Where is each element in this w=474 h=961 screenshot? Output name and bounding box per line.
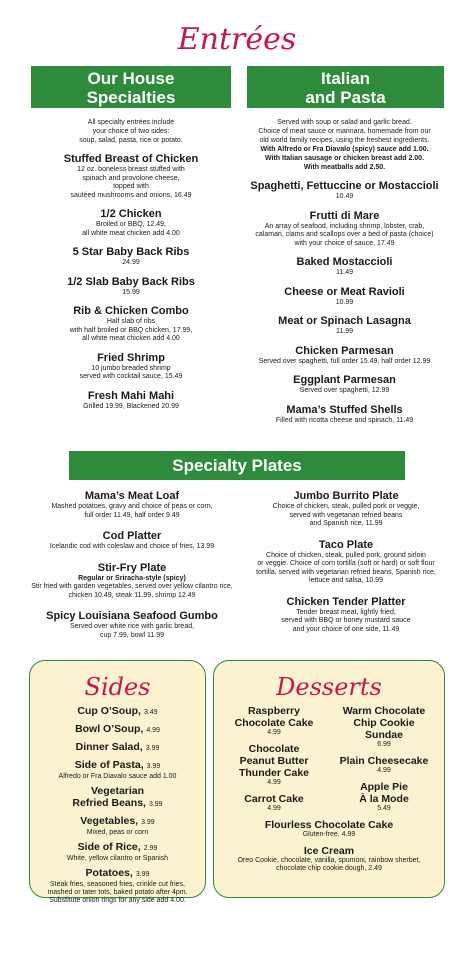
item-desc: served with BBQ or honey mustard sauce xyxy=(281,617,411,624)
menu-item xyxy=(31,390,231,412)
italian-pasta-list xyxy=(237,118,452,433)
dessert-price: 4.99 xyxy=(267,779,281,786)
side-desc: Steak fries, seasoned fries, crinkle cut fries, xyxy=(50,881,185,888)
item-desc: 10.49 xyxy=(335,193,354,200)
italian-intro xyxy=(237,118,452,172)
item-name: Chicken Tender Platter xyxy=(286,595,406,608)
side-item xyxy=(30,741,205,755)
item-desc: Mashed potatoes, gravy and choice of peas or corn, xyxy=(51,503,213,510)
dessert-item xyxy=(222,845,436,873)
item-desc: all white meat chicken add 4.00 xyxy=(82,335,180,342)
house-intro xyxy=(31,118,231,145)
dessert-name: Plain Cheesecake xyxy=(339,755,429,767)
menu-item xyxy=(31,246,231,268)
dessert-price: 4.99 xyxy=(267,729,281,736)
menu-item xyxy=(31,153,231,200)
dessert-price: 4.99 xyxy=(377,767,391,774)
menu-item xyxy=(237,286,452,308)
item-desc: served with vegetarian refried beans xyxy=(289,511,403,519)
dessert-name: Carrot Cake xyxy=(244,793,304,805)
side-name: Side of Pasta, xyxy=(74,759,144,771)
item-desc: Choice of chicken, steak, pulled pork, ground sirloin xyxy=(266,551,426,559)
side-price: 3.99 xyxy=(135,871,150,878)
side-name: Vegetarian xyxy=(90,785,145,797)
item-desc: Choice of chicken, steak, pulled pork or veggie, xyxy=(272,503,420,510)
side-desc: Mixed, peas or corn xyxy=(86,829,149,836)
side-desc: mashed or tater tots, baked potato after 4pm. xyxy=(47,889,188,896)
item-desc: tortilla, served with vegetarian refried beans, Spanish rice, xyxy=(256,568,436,576)
side-name: Dinner Salad, xyxy=(75,741,143,753)
menu-item xyxy=(237,315,452,337)
side-desc: White, yellow cilantro or Spanish xyxy=(66,855,169,862)
dessert-item xyxy=(222,705,326,737)
intro-line: Choice of meat sauce or marinara, homemade from our xyxy=(258,128,431,135)
item-desc: spinach and provolone cheese, xyxy=(82,174,180,182)
side-name-row xyxy=(30,705,205,719)
item-desc: or veggie. Choice of corn tortilla (soft or hard) or soft flour xyxy=(257,560,435,567)
side-name xyxy=(30,797,205,811)
side-price: 2.99 xyxy=(143,845,158,852)
item-desc: 10 jumbo breaded shrimp xyxy=(91,364,171,372)
intro-line: your choice of two sides: xyxy=(92,128,170,135)
side-item xyxy=(30,785,205,811)
desserts-title: Desserts xyxy=(276,673,382,701)
item-desc: 24.99 xyxy=(122,259,140,266)
item-name: Meat or Spinach Lasagna xyxy=(278,315,411,327)
item-desc: served with cocktail sauce, 15.49 xyxy=(79,373,183,380)
dessert-name: Thunder Cake xyxy=(238,767,309,779)
dessert-name: Warm Chocolate xyxy=(342,705,426,717)
specialty-left-list xyxy=(22,490,242,650)
menu-item xyxy=(237,374,452,396)
menu-item xyxy=(237,256,452,278)
item-desc: Filled with ricotta cheese and spinach, 11.49 xyxy=(275,416,414,424)
dessert-name: Apple Pie xyxy=(360,781,408,793)
item-name: Baked Mostaccioli xyxy=(296,256,393,268)
side-name: Vegetables, xyxy=(80,815,139,827)
item-name: Spicy Louisiana Seafood Gumbo xyxy=(46,610,218,622)
item-name: Fresh Mahi Mahi xyxy=(87,389,175,402)
item-desc: full order 11.49, half order 9.49 xyxy=(84,511,180,519)
intro-bold-line: With Italian sausage or chicken breast add 2.00. xyxy=(264,155,425,162)
item-desc: 11.99 xyxy=(336,328,353,335)
item-desc: Served over white rice with garlic bread, xyxy=(69,623,195,630)
menu-item xyxy=(237,210,452,249)
intro-bold-line: With Alfredo or Fra Diavalo (spicy) sauce add 1.00. xyxy=(260,146,429,153)
dessert-item xyxy=(222,743,326,787)
side-price: 3.99 xyxy=(146,763,161,770)
item-desc: chicken 10.49, steak 11.99, shrimp 12.49 xyxy=(68,591,196,599)
dessert-desc: Gluten-free, 4.99 xyxy=(302,831,356,838)
item-desc: with your choice of sauce, 17.49 xyxy=(294,239,395,247)
dessert-name: Chip Cookie xyxy=(353,717,415,729)
dessert-name: Raspberry xyxy=(248,705,300,717)
item-name: Mama’s Meat Loaf xyxy=(84,490,180,502)
dessert-name: Chocolate xyxy=(248,743,300,755)
side-name-row xyxy=(30,741,205,755)
side-name-row xyxy=(30,867,205,881)
menu-item xyxy=(22,610,242,640)
side-name: Side of Rice, xyxy=(77,841,141,853)
item-name: 5 Star Baby Back Ribs xyxy=(72,246,190,258)
house-specialties-list xyxy=(31,118,231,419)
item-desc: Broiled or BBQ, 12.49, xyxy=(95,221,167,228)
side-name-row xyxy=(30,759,205,773)
side-name: Potatoes, xyxy=(85,867,133,879)
dessert-desc: Oreo Cookie, chocolate, vanilla, spumoni, rainbow sherbet, chocolate chip cookie dough, 2.49 xyxy=(237,857,421,872)
item-desc: Grilled 19.99, Blackened 20.99 xyxy=(83,402,179,410)
item-name: Cod Platter xyxy=(102,530,162,542)
dessert-name: Ice Cream xyxy=(303,845,355,857)
desserts-panel xyxy=(213,660,445,898)
specialty-right-list xyxy=(240,490,452,644)
sides-title: Sides xyxy=(84,673,151,701)
dessert-name: Peanut Butter xyxy=(239,755,309,767)
side-item xyxy=(30,815,205,837)
menu-item xyxy=(240,539,452,586)
dessert-item xyxy=(332,755,436,775)
menu-item xyxy=(237,404,452,426)
menu-item xyxy=(240,490,452,529)
item-name: Taco Plate xyxy=(318,538,374,551)
item-desc: 10.99 xyxy=(335,298,354,306)
side-desc: Alfredo or Fra Diavalo sauce add 1.00 xyxy=(58,773,177,780)
menu-item xyxy=(31,208,231,238)
intro-line: All specialty entrées include xyxy=(87,119,175,126)
menu-item xyxy=(22,562,242,601)
item-desc: topped with xyxy=(113,183,149,190)
item-desc: cup 7.99, bowl 11.99 xyxy=(99,631,165,639)
desserts-list xyxy=(214,705,444,873)
item-desc: Served over spaghetti, full order 15.49, half order 12.99 xyxy=(258,357,431,365)
side-price: 3.99 xyxy=(145,745,160,752)
side-name: Cup O’Soup, xyxy=(77,705,141,717)
page-title: Entrées xyxy=(177,22,297,57)
sides-panel xyxy=(29,660,206,904)
banner-line: Specialties xyxy=(86,88,176,107)
item-name: Eggplant Parmesan xyxy=(293,374,396,386)
item-desc: An array of seafood, including shrimp, lobster, crab, xyxy=(264,222,425,230)
side-name-row xyxy=(30,815,205,829)
dessert-price: 6.99 xyxy=(377,741,391,748)
intro-line: old world family recipes, using the freshest ingredients. xyxy=(259,137,430,144)
item-desc: 12 oz. boneless breast stuffed with xyxy=(77,166,185,173)
specialty-plates-banner: Specialty Plates xyxy=(69,451,405,480)
side-item xyxy=(30,867,205,905)
sides-list xyxy=(30,705,205,905)
desserts-right xyxy=(332,705,436,819)
side-item xyxy=(30,723,205,737)
desserts-grid xyxy=(222,705,436,819)
side-item xyxy=(30,705,205,719)
item-desc: lettuce and salsa, 10.99 xyxy=(309,577,383,584)
desserts-left xyxy=(222,705,326,819)
dessert-item xyxy=(222,819,436,839)
item-desc: Tender breast meat, lightly fried, xyxy=(296,608,396,616)
item-name: 1/2 Slab Baby Back Ribs xyxy=(67,275,195,288)
house-specialties-banner xyxy=(31,66,231,108)
menu-item xyxy=(22,530,242,552)
side-desc: Substitute onion rings for any side add 4.00. xyxy=(49,897,186,904)
intro-line: Served with soup or salad and garlic bread. xyxy=(277,119,412,126)
item-desc: 11.49 xyxy=(336,269,353,276)
dessert-name: Sundae xyxy=(365,729,403,741)
item-desc: Half slab of ribs xyxy=(106,318,156,325)
item-name: Frutti di Mare xyxy=(309,209,380,222)
item-name: Rib & Chicken Combo xyxy=(73,305,189,317)
menu-item xyxy=(237,345,452,367)
side-price: 3.49 xyxy=(143,709,158,716)
item-name: Stir-Fry Plate xyxy=(97,561,167,574)
item-desc: Icelandic cod with coleslaw and choice of fries, 13.99 xyxy=(49,543,215,550)
banner-line: and Pasta xyxy=(305,88,386,107)
dessert-price: 4.99 xyxy=(267,805,281,812)
intro-line: soup, salad, pasta, rice or potato. xyxy=(79,137,183,144)
side-name-text: Refried Beans, xyxy=(72,797,146,809)
menu-item xyxy=(31,305,231,344)
menu-item xyxy=(31,276,231,298)
menu-item xyxy=(31,352,231,382)
item-desc: 15.99 xyxy=(122,288,140,296)
item-name: Chicken Parmesan xyxy=(295,344,394,357)
item-name: Jumbo Burrito Plate xyxy=(293,490,399,502)
italian-pasta-banner xyxy=(247,66,444,108)
dessert-item xyxy=(332,705,436,749)
item-desc: calamari, clams and scallops over a bed of pasta (choice) xyxy=(255,231,434,238)
item-desc: and Spanish rice, 11.99 xyxy=(309,520,383,527)
side-item xyxy=(30,759,205,781)
side-price: 3.99 xyxy=(141,819,155,826)
item-name: Fried Shrimp xyxy=(97,351,165,364)
item-desc: sautéed mushrooms and onions, 16.49 xyxy=(70,191,192,199)
dessert-name: À la Mode xyxy=(359,793,409,805)
dessert-name: Flourless Chocolate Cake xyxy=(264,819,394,831)
banner-line: Our House xyxy=(87,69,175,88)
banner-line: Italian xyxy=(320,69,371,88)
item-desc: with half broiled or BBQ chicken, 17.99, xyxy=(69,326,193,334)
item-name: Spaghetti, Fettuccine or Mostaccioli xyxy=(250,180,439,192)
item-name: Mama’s Stuffed Shells xyxy=(286,403,403,416)
menu-item xyxy=(240,596,452,635)
side-price: 3.99 xyxy=(148,801,163,808)
dessert-name: Chocolate Cake xyxy=(234,717,314,729)
side-price: 4.99 xyxy=(146,727,160,734)
item-desc: and your choice of one side, 11.49 xyxy=(292,625,400,633)
side-name-row xyxy=(30,841,205,855)
dessert-item xyxy=(332,781,436,813)
item-name: Cheese or Meat Ravioli xyxy=(284,285,405,298)
item-sub: Regular or Sriracha-style (spicy) xyxy=(78,574,186,582)
item-name: 1/2 Chicken xyxy=(100,208,162,220)
item-desc: Served over spaghetti, 12.99 xyxy=(299,387,390,394)
menu-item xyxy=(22,490,242,520)
side-name: Bowl O’Soup, xyxy=(75,723,144,735)
side-name-row xyxy=(30,723,205,737)
item-name: Stuffed Breast of Chicken xyxy=(63,153,199,165)
dessert-price: 5.49 xyxy=(377,805,391,812)
intro-bold-line: With meatballs add 2.50. xyxy=(303,164,386,171)
menu-item xyxy=(237,180,452,202)
item-desc: all white meat chicken add 4.00 xyxy=(82,229,180,237)
item-desc: Stir fried with garden vegetables, served over yellow cilantro rice, xyxy=(31,583,233,590)
dessert-item xyxy=(222,793,326,813)
side-item xyxy=(30,841,205,863)
